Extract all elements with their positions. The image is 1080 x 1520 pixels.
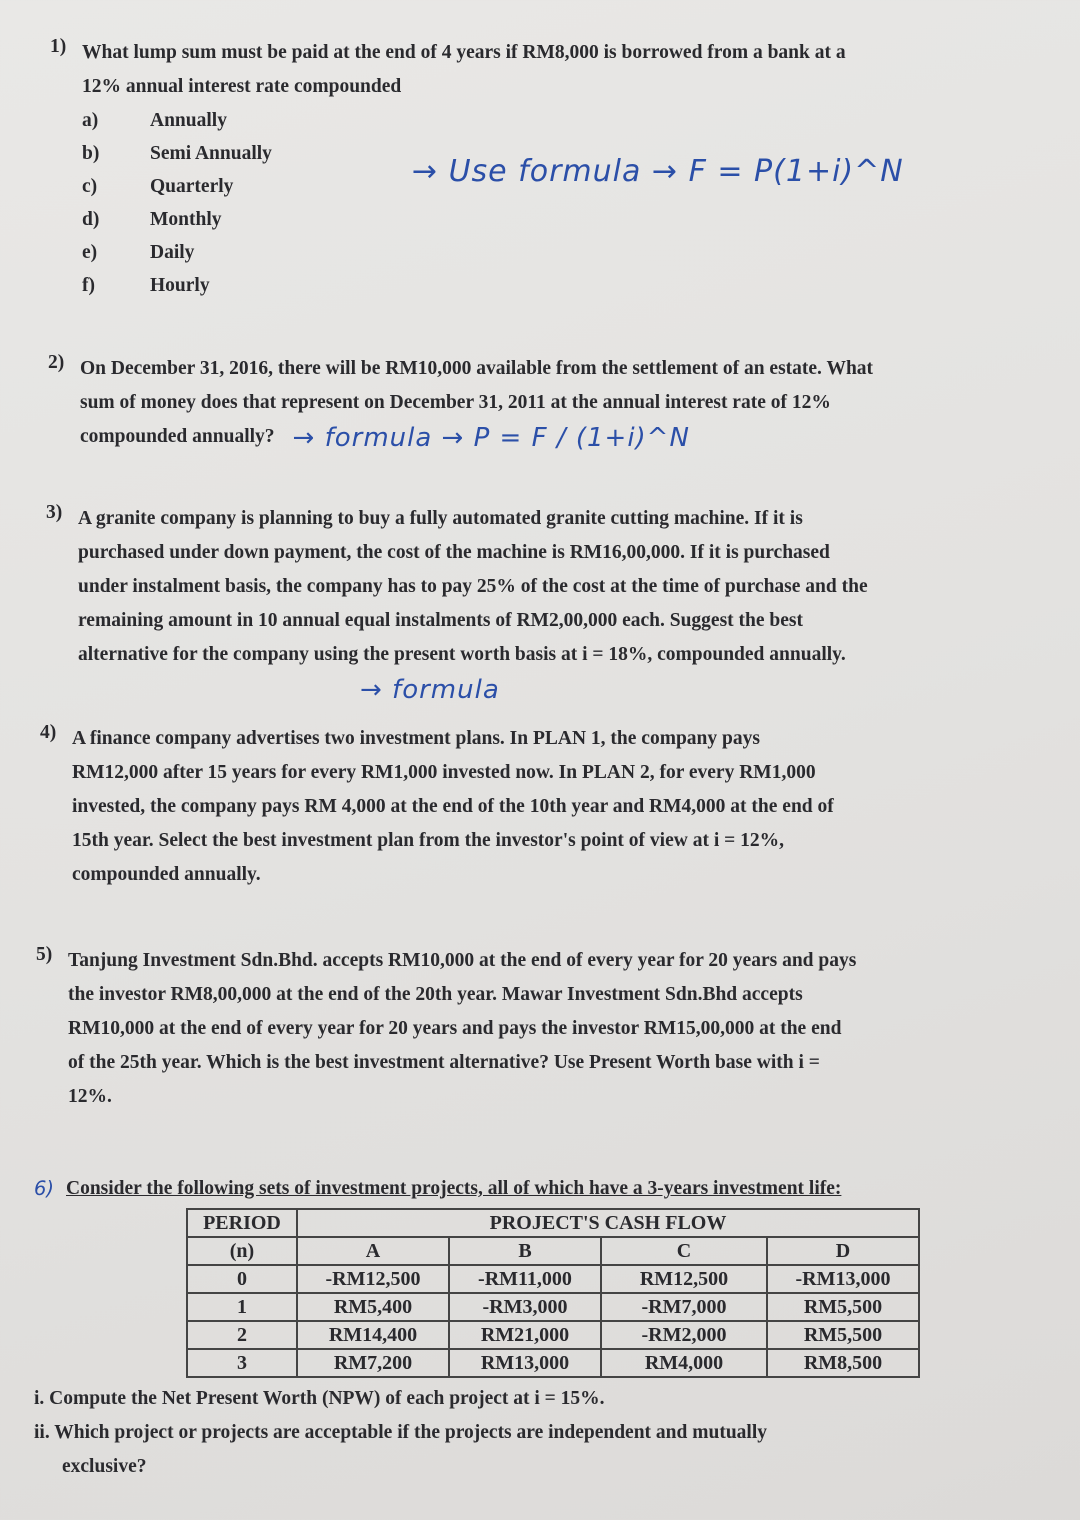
options-list	[50, 104, 272, 302]
question-text: the investor RM8,00,000 at the end of the 20th year. Mawar Investment Sdn.Bhd accepts	[68, 984, 803, 1005]
header-cell: (n)	[187, 1237, 297, 1265]
cell: RM7,200	[297, 1349, 449, 1377]
cell: -RM2,000	[601, 1321, 767, 1349]
question-number: 5)	[36, 944, 53, 965]
header-cell: PROJECT'S CASH FLOW	[297, 1209, 919, 1237]
handwritten-note: → formula → P = F / (1+i)^N	[292, 423, 690, 453]
header-cell: A	[297, 1237, 449, 1265]
handwritten-note: → formula	[360, 675, 500, 705]
option-letter: a)	[82, 110, 99, 131]
cell: -RM3,000	[449, 1293, 601, 1321]
handwritten-note: → Use formula → F = P(1+i)^N	[411, 154, 904, 189]
table-header-row	[187, 1237, 919, 1265]
table-row	[187, 1321, 919, 1349]
question-number: 4)	[40, 722, 57, 743]
cell: -RM13,000	[767, 1265, 919, 1293]
option-letter: d)	[82, 209, 100, 230]
question-text: RM12,000 after 15 years for every RM1,000 invested now. In PLAN 2, for every RM1,000	[72, 762, 816, 783]
question-text: sum of money does that represent on December 31, 2011 at the annual interest rate of 12%	[80, 392, 831, 413]
question-text: A granite company is planning to buy a fully automated granite cutting machine. If it is	[78, 508, 803, 529]
question-number: 1)	[50, 36, 67, 57]
question-text: compounded annually.	[72, 864, 261, 885]
question-text: 12%.	[68, 1086, 112, 1107]
cell: -RM7,000	[601, 1293, 767, 1321]
option-letter: b)	[82, 143, 100, 164]
cell: -RM11,000	[449, 1265, 601, 1293]
sub-question: exclusive?	[62, 1456, 147, 1477]
option	[82, 236, 272, 269]
table-row	[187, 1293, 919, 1321]
question-1	[0, 36, 1080, 302]
option-text: Quarterly	[150, 176, 234, 197]
cell: -RM12,500	[297, 1265, 449, 1293]
question-text: A finance company advertises two investment plans. In PLAN 1, the company pays	[72, 728, 760, 749]
option-letter: c)	[82, 176, 98, 197]
question-text: On December 31, 2016, there will be RM10,000 available from the settlement of an estate. What	[80, 358, 874, 379]
cell: RM5,400	[297, 1293, 449, 1321]
table-row	[187, 1349, 919, 1377]
cell: 0	[187, 1265, 297, 1293]
question-5	[0, 944, 1080, 1114]
option-letter: f)	[82, 275, 95, 296]
question-text: of the 25th year. Which is the best investment alternative? Use Present Worth base with i =	[68, 1052, 820, 1073]
question-6	[0, 1172, 1080, 1484]
question-text: compounded annually?	[80, 426, 275, 447]
option-text: Monthly	[150, 209, 222, 230]
sub-question: i. Compute the Net Present Worth (NPW) of each project at i = 15%.	[34, 1388, 605, 1409]
option	[82, 104, 272, 137]
option-text: Hourly	[150, 275, 210, 296]
question-3	[0, 502, 1080, 708]
sub-question: ii. Which project or projects are acceptable if the projects are independent and mutually	[34, 1422, 768, 1443]
header-cell: PERIOD	[187, 1209, 297, 1237]
cell: RM5,500	[767, 1293, 919, 1321]
question-text: invested, the company pays RM 4,000 at the end of the 10th year and RM4,000 at the end of	[72, 796, 834, 817]
cell: RM13,000	[449, 1349, 601, 1377]
header-cell: B	[449, 1237, 601, 1265]
option	[82, 170, 272, 203]
option	[82, 269, 272, 302]
cell: 2	[187, 1321, 297, 1349]
question-number: 6)	[34, 1177, 55, 1200]
cell: RM8,500	[767, 1349, 919, 1377]
cell: RM21,000	[449, 1321, 601, 1349]
option-letter: e)	[82, 242, 98, 263]
question-text: remaining amount in 10 annual equal instalments of RM2,00,000 each. Suggest the best	[78, 610, 803, 631]
header-cell: C	[601, 1237, 767, 1265]
question-text: under instalment basis, the company has to pay 25% of the cost at the time of purchase and the	[78, 576, 868, 597]
cell: 3	[187, 1349, 297, 1377]
question-text: RM10,000 at the end of every year for 20 years and pays the investor RM15,00,000 at the end	[68, 1018, 842, 1039]
option-text: Semi Annually	[150, 143, 272, 164]
cell: 1	[187, 1293, 297, 1321]
question-text: purchased under down payment, the cost of the machine is RM16,00,000. If it is purchased	[78, 542, 830, 563]
cell: RM12,500	[601, 1265, 767, 1293]
question-text: alternative for the company using the present worth basis at i = 18%, compounded annually.	[78, 644, 846, 665]
option-text: Daily	[150, 242, 195, 263]
option	[82, 203, 272, 236]
table-row	[187, 1265, 919, 1293]
cell: RM14,400	[297, 1321, 449, 1349]
question-text: 12% annual interest rate compounded	[82, 76, 402, 97]
option-text: Annually	[150, 110, 227, 131]
question-text: Consider the following sets of investment projects, all of which have a 3-years investment life:	[66, 1178, 842, 1199]
question-text: 15th year. Select the best investment plan from the investor's point of view at i = 12%,	[72, 830, 784, 851]
question-text: Tanjung Investment Sdn.Bhd. accepts RM10,000 at the end of every year for 20 years and pays	[68, 950, 857, 971]
option	[82, 137, 272, 170]
table-header-row	[187, 1209, 919, 1237]
question-text: What lump sum must be paid at the end of 4 years if RM8,000 is borrowed from a bank at a	[82, 42, 846, 63]
question-number: 3)	[46, 502, 63, 523]
header-cell: D	[767, 1237, 919, 1265]
cash-flow-table	[186, 1208, 920, 1378]
cell: RM5,500	[767, 1321, 919, 1349]
question-number: 2)	[48, 352, 65, 373]
question-2	[0, 352, 1080, 456]
question-4	[0, 722, 1080, 892]
cell: RM4,000	[601, 1349, 767, 1377]
